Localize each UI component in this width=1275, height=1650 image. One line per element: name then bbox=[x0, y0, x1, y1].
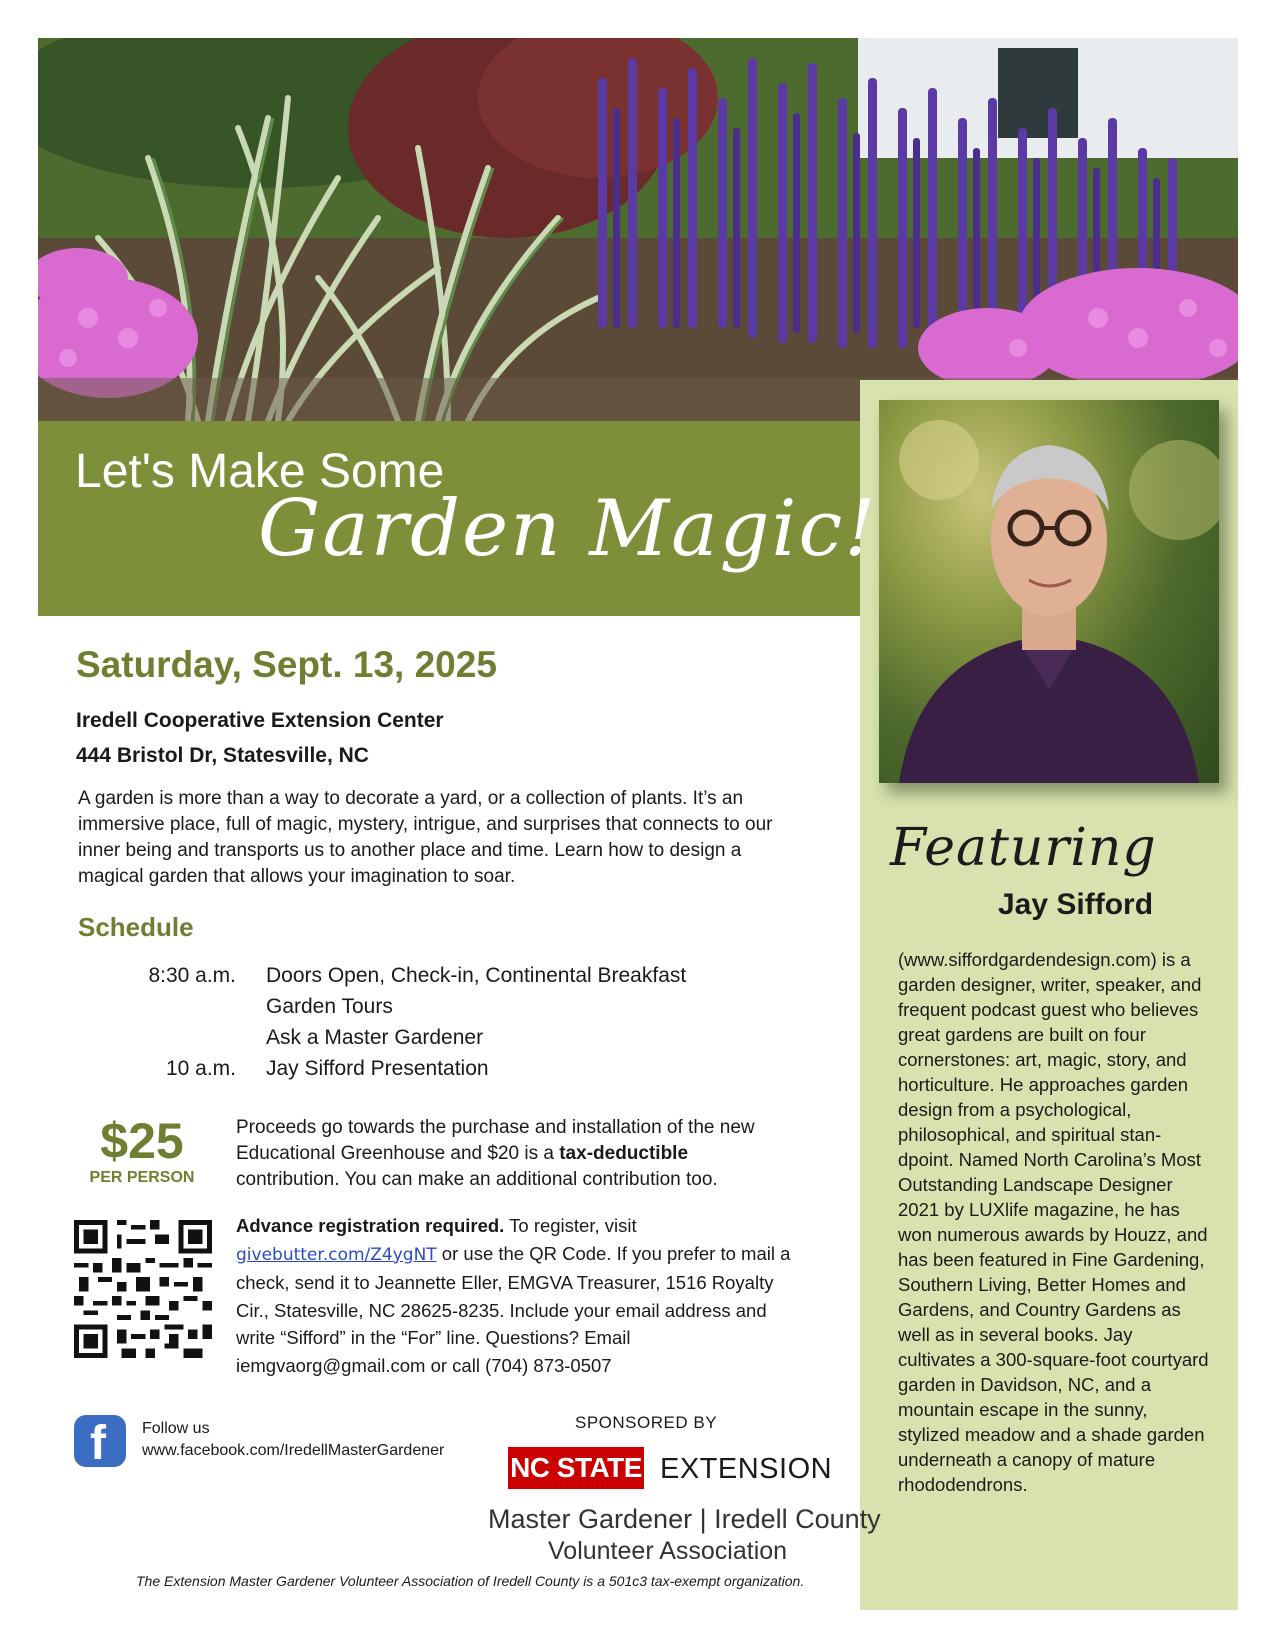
schedule-row bbox=[78, 1022, 758, 1053]
registration-lead: Advance registration required. bbox=[236, 1215, 505, 1236]
ncstate-logo: NC STATE bbox=[508, 1447, 644, 1489]
schedule-list bbox=[78, 960, 758, 1084]
venue-name: Iredell Cooperative Extension Center bbox=[76, 709, 444, 732]
schedule-time: 8:30 a.m. bbox=[148, 964, 236, 987]
speaker-photo-illustration bbox=[879, 400, 1219, 783]
follow-label: Follow us bbox=[142, 1420, 210, 1437]
extension-logo: EXTENSION bbox=[660, 1453, 833, 1485]
garden-illustration bbox=[38, 38, 1238, 421]
schedule-time: 10 a.m. bbox=[165, 1057, 236, 1080]
schedule-activity: Garden Tours bbox=[266, 995, 393, 1018]
follow-block bbox=[142, 1418, 444, 1462]
registration-text bbox=[236, 1212, 796, 1379]
proceeds-bold: tax-deductible bbox=[559, 1143, 689, 1164]
qr-code[interactable] bbox=[74, 1220, 212, 1358]
schedule-activity: Doors Open, Check-in, Continental Breakfast bbox=[266, 964, 687, 987]
registration-link[interactable]: givebutter.com/Z4ygNT bbox=[236, 1244, 437, 1265]
price-unit: PER PERSON bbox=[89, 1169, 195, 1186]
schedule-activity: Ask a Master Gardener bbox=[266, 1026, 484, 1049]
title-line-1: Let's Make Some bbox=[75, 445, 445, 498]
hero-garden-photo bbox=[38, 38, 1238, 421]
proceeds-text-1: Proceeds go towards the purchase and installation of the new Educational Greenhouse and $20 is a bbox=[236, 1117, 755, 1164]
sponsored-by-label: SPONSORED BY bbox=[575, 1413, 718, 1432]
schedule-time bbox=[78, 1022, 236, 1053]
speaker-name: Jay Sifford bbox=[998, 888, 1154, 921]
schedule-row bbox=[78, 960, 758, 991]
registration-details: or use the QR Code. If you prefer to mail a check, send it to Jeannette Eller, EMGVA Treasurer, 1516 Royalty Cir., Statesville, NC 28625-8235. Include your email address and write “Sifford” in the “For” line. Questions? Email iemgvaorg@gmail.com or call (704) 873-0507 bbox=[236, 1242, 791, 1376]
facebook-glyph: f bbox=[90, 1417, 106, 1470]
facebook-url[interactable]: www.facebook.com/IredellMasterGardener bbox=[142, 1442, 445, 1459]
facebook-icon[interactable] bbox=[74, 1415, 126, 1470]
venue-address: 444 Bristol Dr, Statesville, NC bbox=[76, 744, 369, 767]
schedule-heading: Schedule bbox=[78, 912, 194, 942]
proceeds-text bbox=[236, 1115, 796, 1193]
master-gardener-logo-line-1: Master Gardener | Iredell County bbox=[488, 1504, 881, 1534]
schedule-row bbox=[78, 991, 758, 1022]
schedule-time bbox=[78, 991, 236, 1022]
speaker-bio: (www.siffordgardendesign.com) is a garden designer, writer, speaker, and frequent podcast guest who believes great gardens are built on four cornerstones: art, magic, story, and horticulture. He approaches garden design from a psychological, philosophical, and spiritual stan-dpoint. Named North Carolina’s Most Outstanding Landscape Designer 2021 by LUXlife magazine, he has won numerous awards by Houzz, and has been featured in Fine Gardening, Southern Living, Better Homes and Gardens, and Country Gardens as well as in several books. Jay cultivates a 300-square-foot courtyard garden in Davidson, NC, and a mountain escape in the sunny, stylized meadow and a shade garden underneath a canopy of mature rhododendrons. bbox=[898, 949, 1209, 1495]
speaker-portrait bbox=[879, 400, 1219, 783]
title-line-2: Garden Magic! bbox=[258, 484, 878, 574]
price-block bbox=[78, 1113, 206, 1187]
proceeds-text-2: contribution. You can make an additional contribution too. bbox=[236, 1169, 718, 1190]
schedule-row bbox=[78, 1053, 758, 1084]
tax-exempt-footnote: The Extension Master Gardener Volunteer Association of Iredell County is a 501c3 tax-exempt organization. bbox=[136, 1573, 805, 1589]
intro-paragraph: A garden is more than a way to decorate a yard, or a collection of plants. It’s an immersive place, full of magic, mystery, intrigue, and surprises that connects to our inner being and transports us to another place and time. Learn how to design a magical garden that allows your imagination to soar. bbox=[78, 788, 773, 887]
schedule-activity: Jay Sifford Presentation bbox=[266, 1057, 489, 1080]
venue bbox=[76, 703, 444, 773]
event-date: Saturday, Sept. 13, 2025 bbox=[76, 644, 497, 685]
registration-lead-rest: To register, visit bbox=[504, 1215, 637, 1236]
master-gardener-logo-line-2: Volunteer Association bbox=[548, 1537, 788, 1565]
featuring-label: Featuring bbox=[890, 818, 1157, 878]
price-amount: $25 bbox=[100, 1113, 184, 1169]
